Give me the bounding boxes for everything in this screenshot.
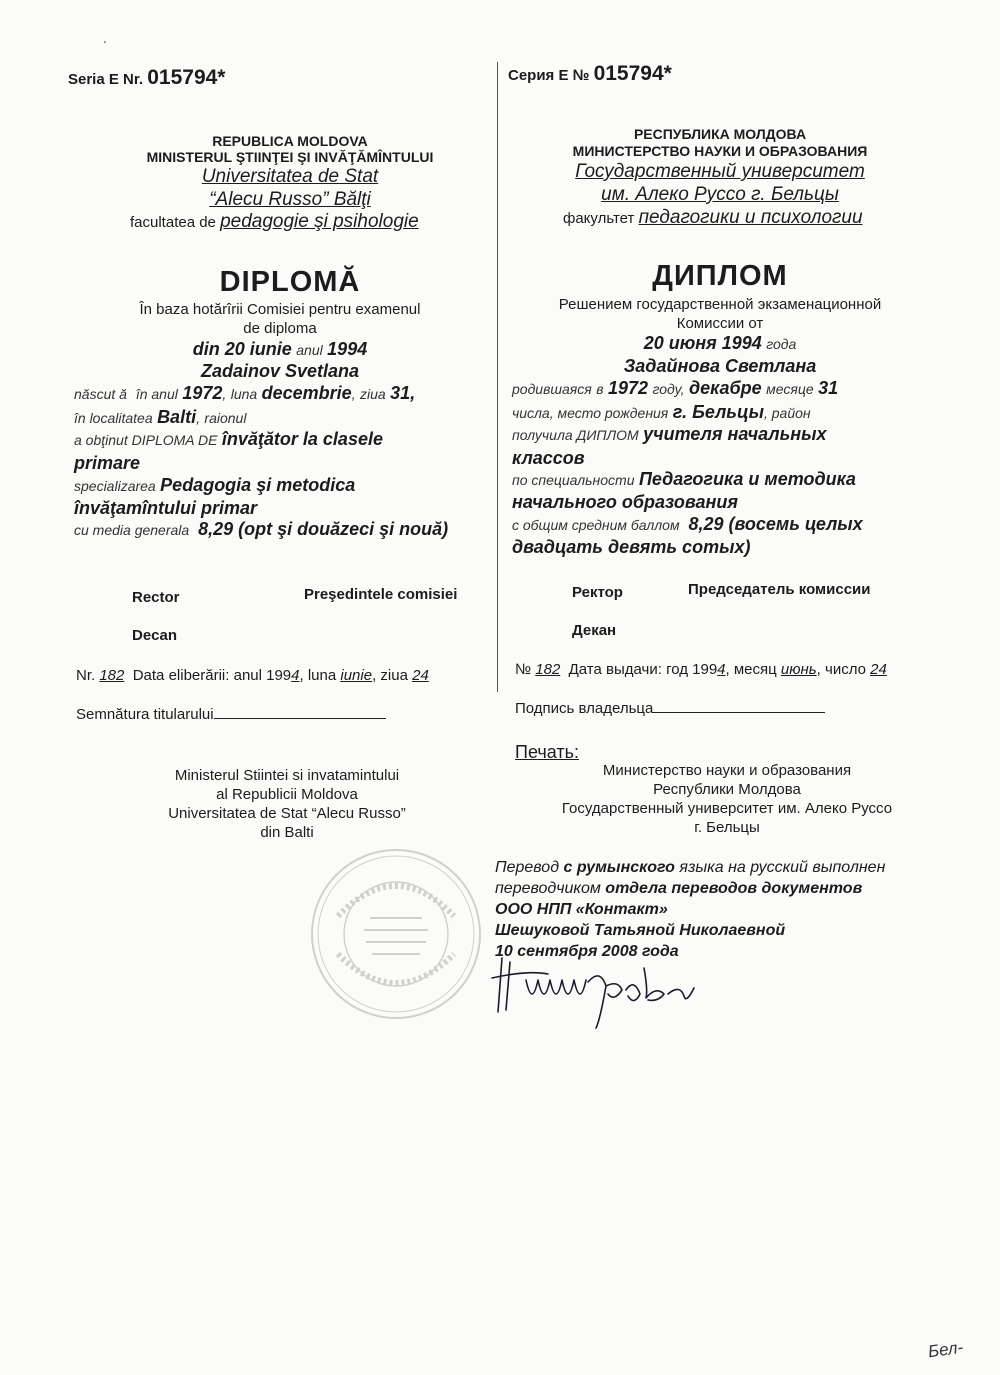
ru-specialty-line: [512, 469, 856, 490]
ro-university-line1: Universitatea de Stat: [201, 166, 379, 187]
ro-qualification-line2: primare: [74, 453, 141, 473]
ro-specialty-label: specializarea: [74, 478, 156, 494]
ro-series-value: 015794*: [147, 66, 226, 89]
translation-line2-a: переводчиком: [495, 880, 601, 897]
translation-line3: ООО НПП «Контакт»: [495, 901, 668, 918]
ro-faculty: [130, 211, 419, 233]
ro-issue-day-label: , ziua: [372, 667, 408, 684]
ru-stamp-line1: Министерство науки и образования: [602, 762, 852, 779]
ru-date-suffix: года: [766, 336, 797, 352]
translation-line1-b: с румынского: [563, 859, 675, 876]
ro-specialty-line1: Pedagogia şi metodica: [160, 475, 356, 495]
ru-holder-signature-line: [653, 712, 825, 713]
ro-born-label: născut ă: [74, 386, 127, 402]
ro-specialty-line: [74, 475, 355, 496]
translation-line2-b: отдела переводов документов: [605, 880, 863, 897]
ro-intro-line1: În baza hotărîrii Comisiei pentru examenul: [139, 301, 421, 318]
ru-holder-signature-label: Подпись владельца: [515, 700, 654, 717]
ru-obtained-label: получила ДИПЛОМ: [512, 427, 639, 443]
ro-intro-line2: de diploma: [243, 320, 317, 337]
ru-average-line: [512, 514, 863, 535]
ru-average-label: с общим средним баллом: [512, 517, 680, 533]
ro-stamp-line3: Universitatea de Stat “Alecu Russo”: [168, 805, 406, 822]
ru-born-day: 31: [818, 378, 839, 398]
ro-chairman-label: Preşedintele comisiei: [304, 586, 458, 603]
ro-commission-date: [70, 339, 490, 360]
ro-issue-year-digit: 4: [291, 667, 300, 684]
ru-issue-label: Дата выдачи: год 199: [568, 661, 718, 678]
ru-born-in: в: [596, 381, 604, 397]
ro-born-day: 31: [390, 383, 411, 403]
ru-obtained-line: [512, 424, 827, 445]
ro-specialty-line2: învăţamîntului primar: [74, 498, 258, 518]
ro-born-year: 1972: [182, 383, 223, 403]
ru-nr-label: №: [515, 661, 532, 678]
ru-average-value-line1: 8,29 (восемь целых: [688, 514, 863, 534]
ro-issue-line: [76, 667, 429, 684]
ro-series-letter: E Nr.: [108, 71, 144, 88]
corner-note: Бел-: [926, 1337, 965, 1362]
ru-locality-line: [512, 402, 811, 423]
translation-line1-a: Перевод: [495, 859, 560, 876]
ru-series-number: [508, 62, 672, 86]
ru-born-year: 1972: [608, 378, 649, 398]
ru-born-month: декабре: [689, 378, 762, 398]
ro-rector-label: Rector: [132, 589, 180, 606]
ru-nr-value: 182: [535, 661, 561, 678]
ru-diploma-title: ДИПЛОМ: [652, 260, 788, 292]
ro-issue-month-label: , luna: [299, 667, 337, 684]
ru-university-line2: им. Алеко Руссо г. Бельцы: [601, 184, 839, 205]
ru-issue-line: [515, 661, 887, 678]
ru-issue-year-digit: 4: [717, 661, 726, 678]
ru-birth-line: [512, 378, 838, 399]
ru-faculty-label: факультет: [563, 210, 635, 227]
ro-average-value: 8,29 (opt şi douăzeci şi nouă): [198, 519, 449, 539]
ru-university-line1: Государственный университет: [575, 161, 865, 182]
ro-holder-signature-label: Semnătura titularului: [76, 706, 214, 723]
ro-stamp-line4: din Balti: [260, 824, 314, 841]
ru-rector-label: Ректор: [572, 584, 623, 601]
translation-seal: [308, 846, 484, 1022]
ro-born-year-label: în anul: [135, 386, 178, 402]
ro-series-label: Seria: [68, 71, 105, 88]
ru-locality: г. Бельцы: [672, 402, 764, 422]
ro-holder-signature: [76, 706, 386, 723]
ru-born-month-suffix: месяце: [766, 381, 814, 397]
ru-faculty-value: педагогики и психологии: [638, 207, 863, 228]
ro-stamp-line2: al Republicii Moldova: [216, 786, 358, 803]
ro-ministry: MINISTERUL ŞTIINŢEI ŞI INVĂŢĂMÎNTULUI: [146, 149, 434, 165]
ro-locality-line: în localitatea Balti, raionul: [74, 407, 247, 427]
ro-diploma-title: DIPLOMĂ: [219, 266, 361, 298]
ro-born-month: decembrie: [261, 383, 352, 403]
ro-birth-line: născut ă în anul 1972, luna decembrie, ziua 31,: [74, 383, 416, 403]
ru-specialty-line1: Педагогика и методика: [638, 469, 856, 489]
ru-ministry: МИНИСТЕРСТВО НАУКИ И ОБРАЗОВАНИЯ: [572, 143, 868, 159]
ru-intro-line1: Решением государственной экзаменационной: [558, 296, 882, 313]
ro-qualification-line1: învăţător la clasele: [221, 429, 383, 449]
translator-signature: [488, 950, 708, 1030]
ru-born-day-suffix: числа, место рождения: [512, 405, 669, 421]
ru-average-value-line2: двадцать девять сотых): [512, 537, 751, 557]
translation-line5: 10 сентября 2008 года: [495, 943, 679, 960]
ru-qualification-line2: классов: [512, 448, 585, 468]
ro-locality: Balti: [157, 407, 197, 427]
ro-district-label: raionul: [204, 410, 247, 426]
ru-born-year-suffix: году,: [652, 381, 685, 397]
ru-seal-label: Печать:: [515, 742, 579, 762]
ro-holder-name: Zadainov Svetlana: [200, 361, 360, 381]
ru-series-letter: E №: [558, 67, 590, 84]
ro-born-month-label: luna: [230, 386, 258, 402]
ro-obtained-line: [74, 429, 383, 450]
ru-intro-line2: Комиссии от: [676, 315, 764, 332]
ro-faculty-label: facultatea de: [130, 214, 216, 231]
translation-line1: [495, 859, 885, 877]
ro-issue-month: iunie: [340, 667, 373, 684]
ro-dean-label: Decan: [132, 627, 178, 644]
ru-faculty: [563, 207, 863, 229]
ru-district-label: , район: [763, 405, 811, 421]
ru-specialty-label: по специальности: [512, 472, 635, 488]
scan-speck: ': [104, 40, 106, 51]
ro-locality-label: în localitatea: [74, 410, 153, 426]
translation-line2: [495, 880, 862, 898]
ro-average-label: cu media generala: [74, 522, 190, 538]
ru-series-value: 015794*: [593, 62, 672, 85]
ru-issue-month-label: , месяц: [725, 661, 777, 678]
ru-stamp-line2: Республики Молдова: [653, 781, 801, 798]
ro-series-number: [68, 66, 225, 90]
ro-nr-value: 182: [99, 667, 125, 684]
ro-obtained-label: a obţinut DIPLOMA DE: [74, 432, 218, 448]
ru-stamp-line4: г. Бельцы: [694, 819, 760, 836]
ru-issue-day: 24: [870, 661, 887, 678]
ro-issue-label: Data eliberării: anul 199: [132, 667, 292, 684]
ro-country: REPUBLICA MOLDOVA: [212, 133, 368, 149]
ru-qualification-line1: учителя начальных: [643, 424, 827, 444]
ru-commission-date: [510, 333, 930, 354]
ru-issue-month: июнь: [780, 661, 817, 678]
ro-issue-day: 24: [412, 667, 429, 684]
ro-stamp-line1: Ministerul Stiintei si invatamintului: [174, 767, 400, 784]
translation-line4: Шешуковой Татьяной Николаевной: [495, 922, 786, 939]
ro-university-line2: “Alecu Russo” Bălţi: [209, 189, 371, 210]
ru-date-value: 20 июня 1994: [643, 333, 762, 353]
ru-specialty-line2: начального образования: [512, 492, 739, 512]
ru-dean-label: Декан: [572, 622, 617, 639]
ro-born-day-label: ziua: [360, 386, 386, 402]
ru-stamp-line3: Государственный университет им. Алеко Руссо: [561, 800, 893, 817]
ru-holder-name: Задайнова Светлана: [623, 356, 817, 376]
ru-issue-day-label: , число: [816, 661, 866, 678]
ru-country: РЕСПУБЛИКА МОЛДОВА: [633, 126, 807, 142]
ru-series-label: Серия: [508, 67, 555, 84]
ro-average-line: [74, 519, 448, 540]
ru-holder-signature: [515, 700, 825, 717]
ro-date-din: din 20 iunie: [192, 339, 292, 359]
ru-born-label: родившаяся: [512, 381, 592, 397]
ro-holder-signature-line: [214, 718, 386, 719]
ro-faculty-value: pedagogie şi psihologie: [220, 211, 419, 232]
ro-date-anul: anul: [296, 342, 323, 358]
ru-chairman-label: Председатель комиссии: [688, 581, 871, 598]
translation-line1-c: языка на русский выполнен: [679, 859, 886, 876]
ro-date-year: 1994: [327, 339, 368, 359]
ro-nr-label: Nr.: [76, 667, 96, 684]
